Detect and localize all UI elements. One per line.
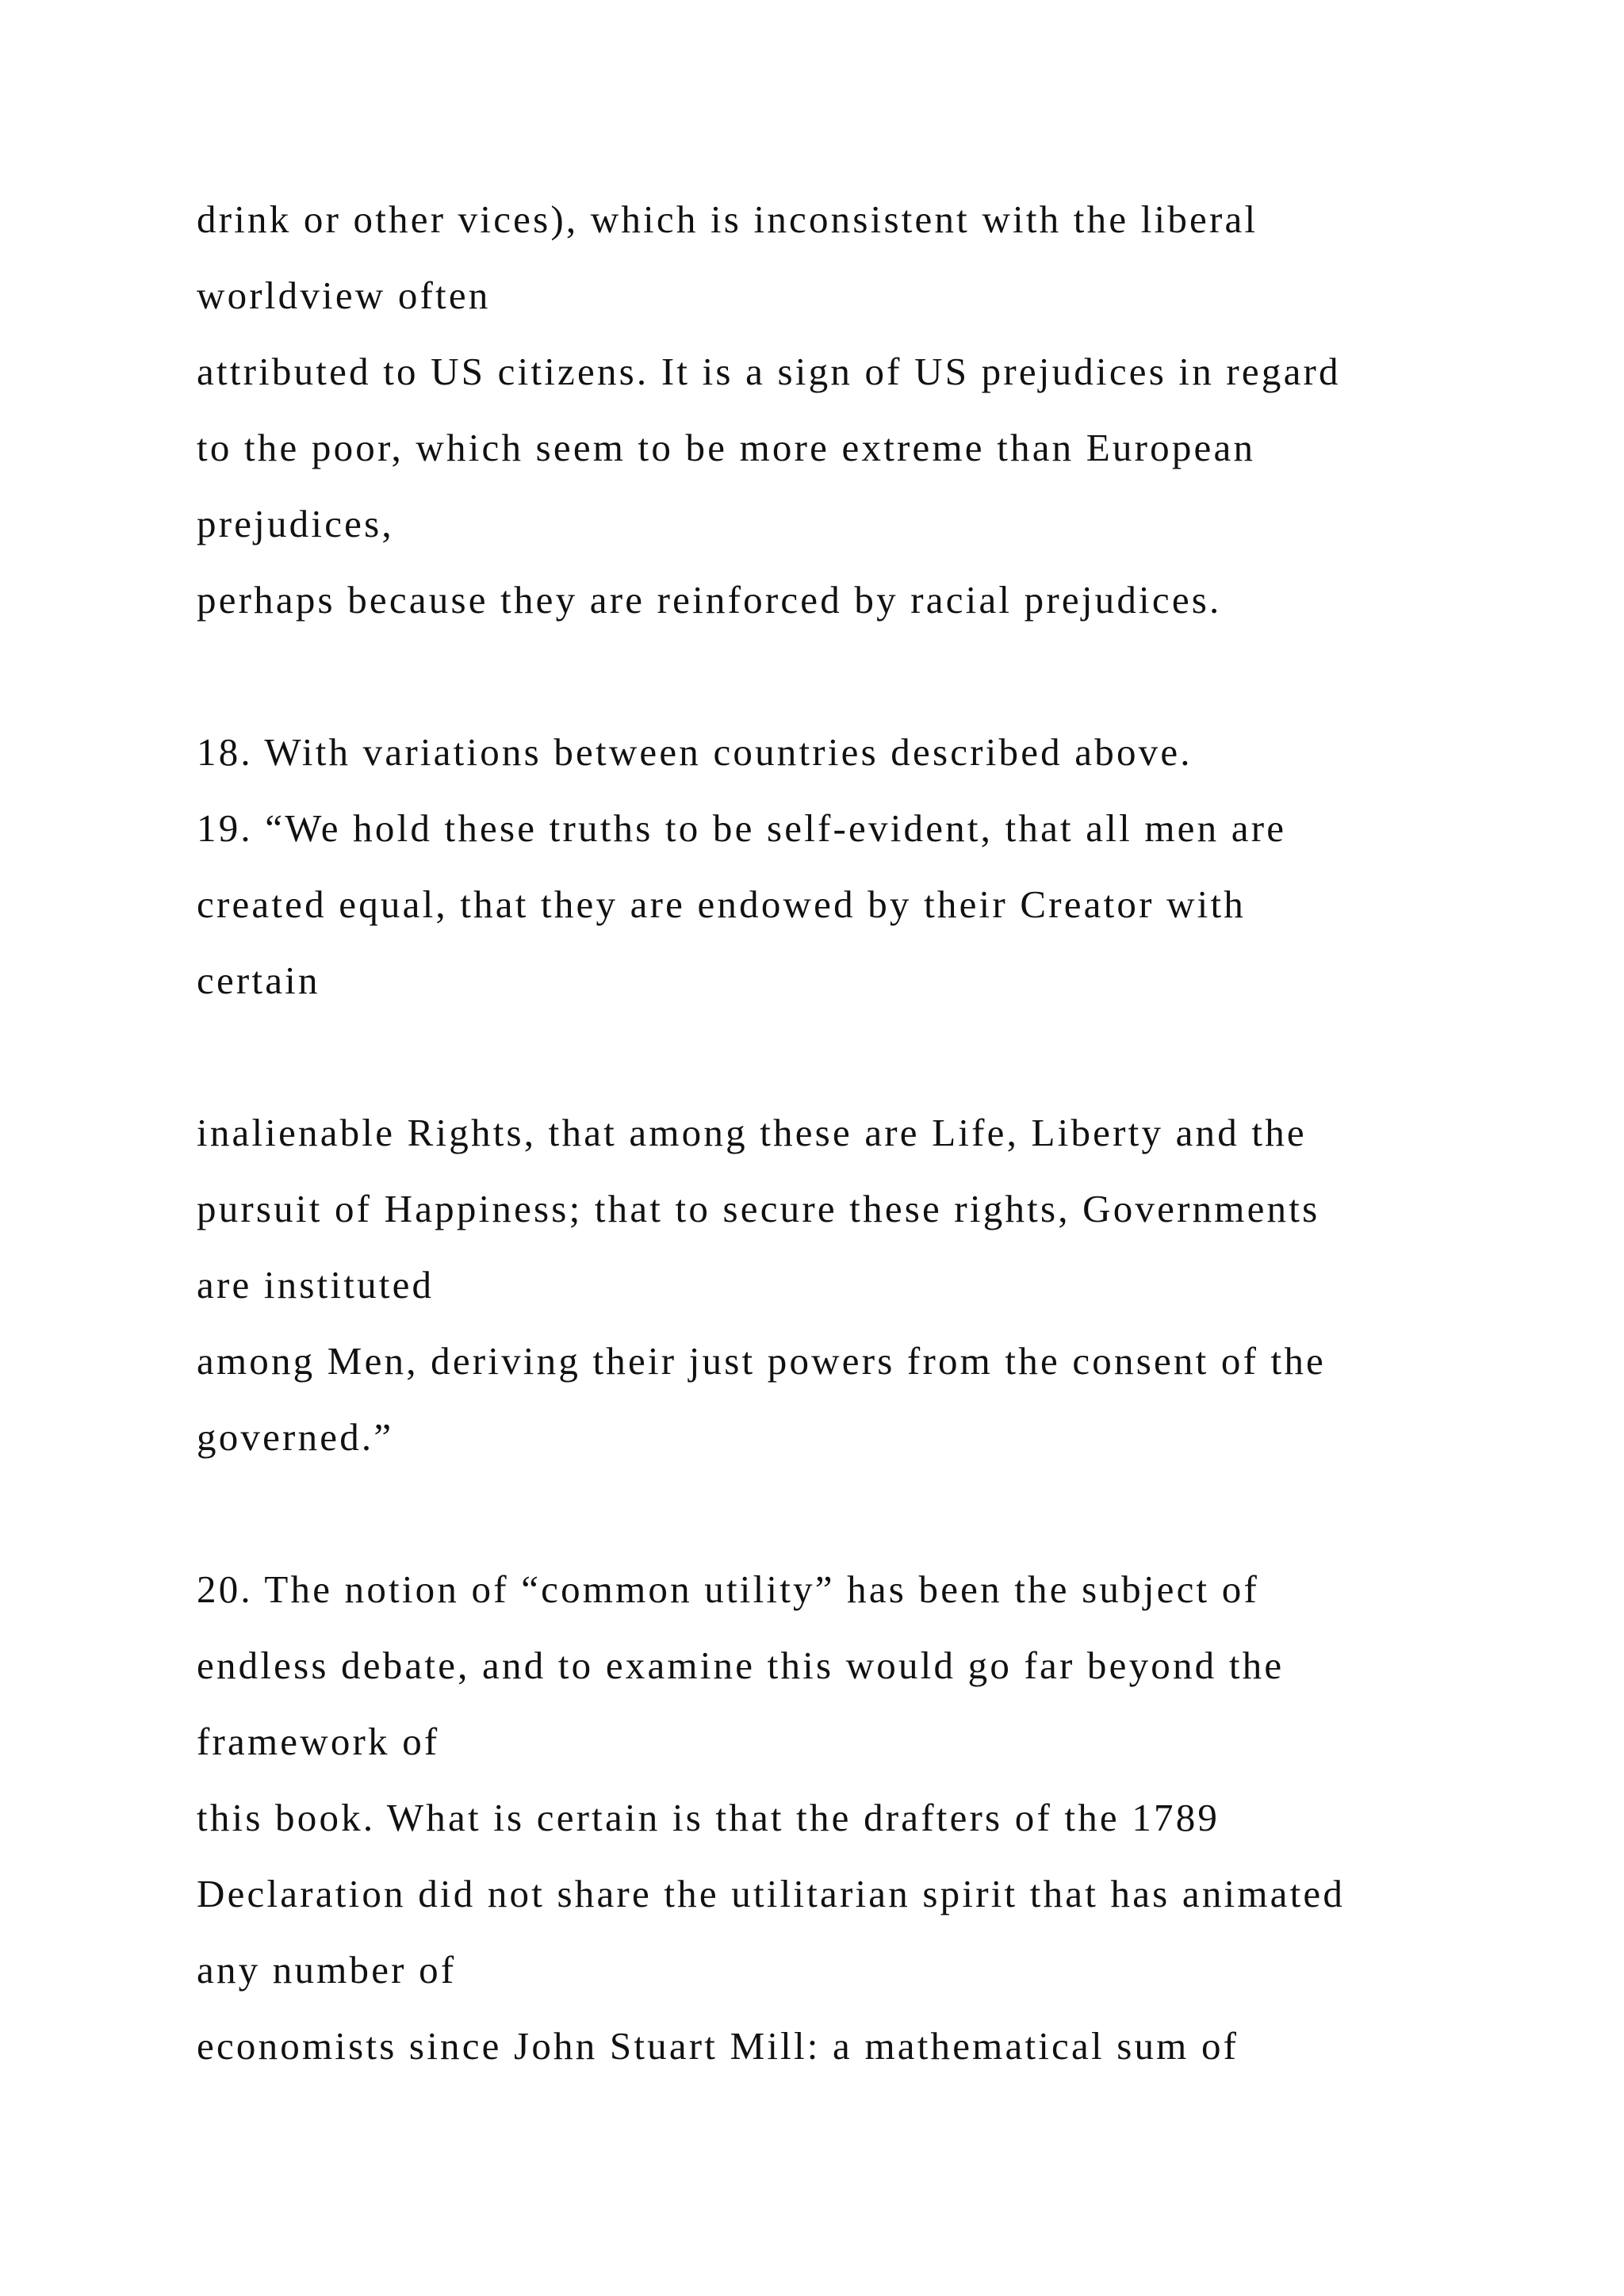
text-line: certain: [197, 959, 320, 1002]
text-line: governed.”: [197, 1415, 394, 1459]
text-line: economists since John Stuart Mill: a mathematical sum of: [197, 2024, 1239, 2068]
text-line: attributed to US citizens. It is a sign of US prejudices in regard: [197, 350, 1341, 393]
text-line: endless debate, and to examine this would go far beyond the: [197, 1644, 1285, 1687]
text-line: created equal, that they are endowed by their Creator with: [197, 882, 1247, 926]
text-line: among Men, deriving their just powers from the consent of the: [197, 1339, 1327, 1383]
text-line: prejudices,: [197, 502, 394, 545]
text-line: perhaps because they are reinforced by racial prejudices.: [197, 578, 1222, 622]
text-line: pursuit of Happiness; that to secure these rights, Governments: [197, 1187, 1320, 1230]
footnote-18: 18. With variations between countries described above.: [197, 730, 1193, 774]
footnote-19: 19. “We hold these truths to be self-evident, that all men are: [197, 806, 1287, 850]
text-line: framework of: [197, 1720, 440, 1763]
text-line: drink or other vices), which is inconsistent with the liberal: [197, 197, 1258, 241]
text-line: Declaration did not share the utilitarian spirit that has animated: [197, 1872, 1346, 1915]
footnote-20: 20. The notion of “common utility” has been the subject of: [197, 1567, 1260, 1611]
text-line: inalienable Rights, that among these are Life, Liberty and the: [197, 1111, 1307, 1154]
text-line: this book. What is certain is that the drafters of the 1789: [197, 1796, 1220, 1839]
text-line: are instituted: [197, 1263, 435, 1307]
text-line: worldview often: [197, 274, 491, 317]
text-line: any number of: [197, 1948, 457, 1992]
text-line: to the poor, which seem to be more extreme than European: [197, 426, 1256, 469]
